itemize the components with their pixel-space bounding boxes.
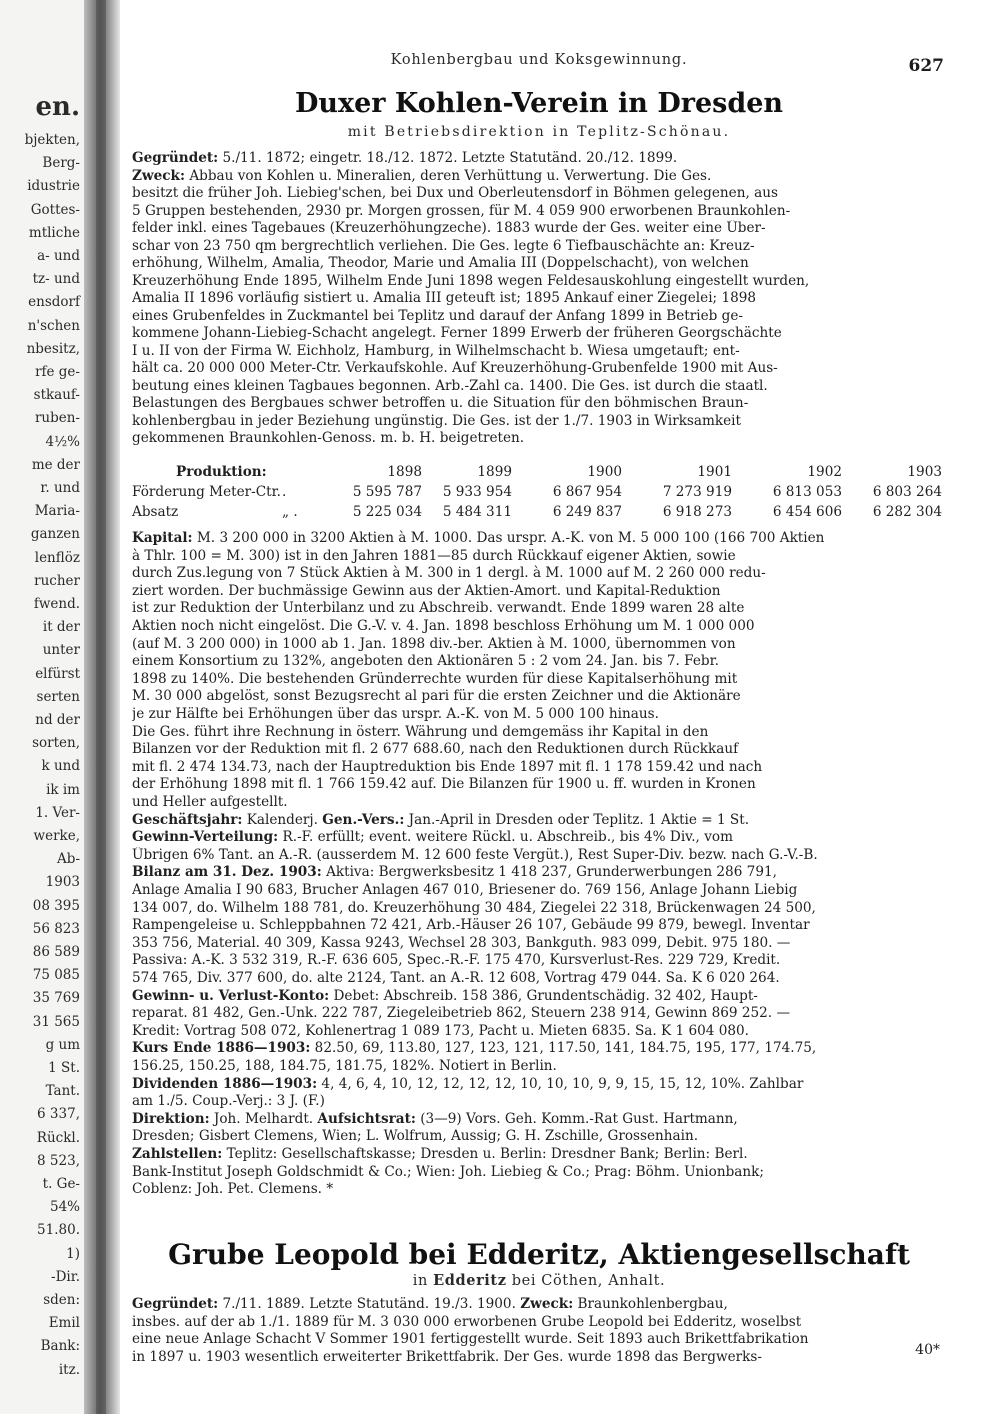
gutter-shadow <box>96 0 106 1414</box>
article1-line: ist zur Reduktion der Unterbilanz und zu Abschreib. verwandt. Ende 1899 waren 28 alte <box>132 600 745 617</box>
production-cell: 5 595 787 <box>352 484 422 500</box>
left-page-fragment: me der <box>31 456 80 473</box>
production-year: 1902 <box>807 464 842 480</box>
article1-line: hält ca. 20 000 000 Meter-Ctr. Verkaufskohle. Auf Kreuzerhöhung-Grubenfelde 1900 mit Aus- <box>132 360 778 376</box>
left-page-fragment: 1903 <box>45 874 80 891</box>
left-page-fragment: fwend. <box>33 596 80 612</box>
article1-line: gekommenen Braunkohlen-Genoss. m. b. H. beigetreten. <box>132 430 525 446</box>
page-number: 627 <box>908 56 944 76</box>
article1-line: 1898 zu 140%. Die bestehenden Gründerrechte wurden für diese Kapitalserhöhung mit <box>132 670 738 687</box>
article1-line: Zahlstellen: Teplitz: Gesellschaftskasse; Dresden u. Berlin: Dresdner Bank; Berlin: Berl. <box>132 1146 748 1162</box>
article1-line: 353 756, Material. 40 309, Kassa 9243, Wechsel 28 303, Bankguth. 983 099, Debit. 975 180. — <box>132 934 791 951</box>
left-page-fragment: bjekten, <box>24 132 80 148</box>
left-page-fragment: 31 565 <box>32 1013 80 1030</box>
article1-line: felder inkl. eines Tagebaues (Kreuzerhöhungzeche). 1883 wurde der Ges. weiter eine Über- <box>132 220 766 236</box>
article1-line: Kurs Ende 1886—1903: 82.50, 69, 113.80, 127, 123, 121, 117.50, 141, 184.75, 195, 177, 174.75, <box>132 1040 817 1057</box>
left-page-fragment: k und <box>41 758 80 775</box>
article1-line: 134 007, do. Wilhelm 188 781, do. Kreuzerhöhung 30 484, Ziegelei 22 318, Brückenwagen 24 500, <box>132 899 816 916</box>
main-page <box>128 0 950 1414</box>
article1-line: 574 765, Div. 377 600, do. alte 2124, Tant. an A.-R. 12 608, Vortrag 479 044. Sa. K 6 020 264. <box>132 970 780 986</box>
left-page-fragment: sden: <box>43 1292 80 1308</box>
left-page-fragment: Bank: <box>40 1338 80 1355</box>
article1-line: Zweck: Abbau von Kohlen u. Mineralien, deren Verhüttung u. Verwertung. Die Ges. <box>132 167 712 184</box>
production-cell: 6 813 053 <box>772 484 842 500</box>
production-label: Produktion: <box>176 464 267 480</box>
article1-line: und Heller aufgestellt. <box>132 794 288 810</box>
article1-line: Rampengeleise u. Schleppbahnen 72 421, Arb.-Häuser 26 107, Gebäude 99 879, bewegl. Inventar <box>132 917 810 934</box>
article1-line: je zur Hälfte bei Erhöhungen über das urspr. A.-K. von M. 5 000 100 hinaus. <box>132 706 659 722</box>
left-page-fragment: ensdorf <box>28 294 80 311</box>
article1-line: (auf M. 3 200 000) in 1000 ab 1. Jan. 1898 div.-ber. Aktien à M. 1000, übernommen von <box>132 635 736 652</box>
article1-line: Gewinn- u. Verlust-Konto: Debet: Abschreib. 158 386, Grundentschädig. 32 402, Haupt- <box>132 987 758 1004</box>
production-year: 1900 <box>587 464 622 480</box>
left-page-fragment: serten <box>36 688 80 705</box>
left-page-fragment: rfe ge- <box>35 364 80 380</box>
article1-line: Gewinn-Verteilung: R.-F. erfüllt; event. weitere Rückl. u. Abschreib., bis 4% Div., vom <box>132 829 733 846</box>
article1-line: Dividenden 1886—1903: 4, 4, 6, 4, 10, 12, 12, 12, 12, 10, 10, 10, 9, 9, 15, 15, 12, 10%. Zahlbar <box>132 1075 804 1092</box>
left-page-fragment: rucher <box>34 572 80 589</box>
left-page-fragment: 35 769 <box>32 990 80 1007</box>
article1-line: Bank-Institut Joseph Goldschmidt & Co.; Wien: Joh. Liebieg & Co.; Prag: Böhm. Unionbank; <box>132 1163 764 1180</box>
article1-line: Geschäftsjahr: Kalenderj. Gen.-Vers.: Jan.-April in Dresden oder Teplitz. 1 Aktie = 1 St. <box>132 811 750 828</box>
left-page-fragment: Rückl. <box>36 1129 80 1146</box>
left-page-fragment: ruben- <box>34 410 80 427</box>
article2-subtitle-place: Edderitz <box>433 1272 507 1289</box>
article1-line: Die Ges. führt ihre Rechnung in österr. Währung und demgemäss ihr Kapital in den <box>132 723 709 740</box>
left-page-fragment: elfürst <box>35 665 80 682</box>
production-year: 1901 <box>697 464 732 480</box>
running-head: Kohlenbergbau und Koksgewinnung. <box>390 52 688 68</box>
article1-line: reparat. 81 482, Gen.-Unk. 222 787, Ziegeleibetrieb 862, Steuern 238 914, Gewinn 869 252. — <box>132 1005 791 1022</box>
left-page-fragment: Tant. <box>45 1083 80 1100</box>
left-page-fragment: en. <box>35 92 80 122</box>
production-cell: 5 484 311 <box>442 504 512 520</box>
production-cell: 7 273 919 <box>662 484 732 500</box>
article1-line: 5 Gruppen bestehenden, 2930 pr. Morgen grossen, für M. 4 059 900 erworbenen Braunkohlen- <box>132 202 791 219</box>
article1-line: kommene Johann-Liebieg-Schacht angelegt. Ferner 1899 Erwerb der früheren Georgschächte <box>132 325 782 341</box>
article1-line: beutung eines kleinen Tagbaues begonnen. Arb.-Zahl ca. 1400. Die Ges. ist durch die staatl. <box>132 377 768 394</box>
left-page-fragment: werke, <box>33 828 80 844</box>
article1-line: Kapital: M. 3 200 000 in 3200 Aktien à M. 1000. Das urspr. A.-K. von M. 5 000 100 (166 700 Aktien <box>132 530 825 546</box>
article1-line: ziert worden. Der buchmässige Gewinn aus der Aktien-Amort. und Kapital-Reduktion <box>132 582 721 599</box>
production-cell: 6 803 264 <box>872 484 942 500</box>
left-page-fragment: Maria- <box>34 503 80 520</box>
article2-line: in 1897 u. 1903 wesentlich erweiterter Brikettfabrik. Der Ges. wurde 1898 das Bergwerks- <box>132 1348 762 1365</box>
article1-line: Kreuzerhöhung Ende 1895, Wilhelm Ende Juni 1898 wegen Feldesauskohlung eingestellt wurden, <box>132 272 810 289</box>
left-page-fragment: 56 823 <box>32 920 80 937</box>
production-cell: 6 867 954 <box>552 484 622 500</box>
production-row-label: Absatz <box>132 504 179 520</box>
production-cell: 6 249 837 <box>552 504 622 520</box>
left-page-fragment: 6 337, <box>37 1106 80 1123</box>
left-page-fragment: it der <box>42 619 80 636</box>
left-page-fragment: 4½% <box>45 433 80 450</box>
left-page-fragment: r. und <box>40 480 80 496</box>
article1-line: Dresden; Gisbert Clemens, Wien; L. Wolfrum, Aussig; G. H. Zschille, Grossenhain. <box>132 1128 699 1145</box>
article1-line: am 1./5. Coup.-Verj.: 3 J. (F.) <box>132 1093 325 1110</box>
left-page-fragment: nbesitz, <box>26 340 80 357</box>
article2-title: Grube Leopold bei Edderitz, Aktiengesellschaft <box>168 1238 910 1271</box>
left-page-fragment: Ab- <box>57 851 80 868</box>
left-page-fragment: 08 395 <box>32 897 80 914</box>
article1-line: Bilanzen vor der Reduktion mit fl. 2 677 688.60, nach den Reduktionen durch Rückkauf <box>132 741 739 758</box>
production-cell: 5 933 954 <box>442 484 512 500</box>
left-page-fragment: 51.80. <box>37 1222 80 1239</box>
left-page-fragment: ganzen <box>30 526 80 543</box>
article1-line: eines Grubenfeldes in Zuckmantel bei Teplitz und darauf der Anfang 1899 in Betrieb ge- <box>132 307 743 324</box>
left-page-fragment: ik im <box>46 781 80 798</box>
left-page-fragment: g um <box>45 1036 80 1053</box>
article1-line: mit fl. 2 474 134.73, nach der Hauptreduktion bis Ende 1897 mit fl. 1 178 159.42 und nach <box>132 758 763 775</box>
left-page-fragment: 1) <box>66 1245 80 1262</box>
production-row-separator: . <box>282 484 287 500</box>
left-adjoining-page <box>0 0 84 1414</box>
article2-line: insbes. auf der ab 1./1. 1889 für M. 3 030 000 erworbenen Grube Leopold bei Edderitz, woselbst <box>132 1313 802 1330</box>
left-page-fragment: lenflöz <box>34 549 80 566</box>
left-page-fragment: n'schen <box>27 317 80 334</box>
article1-line: Übrigen 6% Tant. an A.-R. (ausserdem M. 12 600 feste Vergüt.), Rest Super-Div. bezw. nach G.-V.-B. <box>132 846 818 863</box>
article1-line: Belastungen des Bergbaues schwer betroffen u. die Situation für den böhmischen Braun- <box>132 395 749 411</box>
production-cell: 6 918 273 <box>662 504 732 520</box>
left-page-fragment: idustrie <box>27 178 80 195</box>
article1-line: erhöhung, Wilhelm, Amalia, Theodor, Marie und Amalia III (Doppelschacht), von welchen <box>132 255 749 271</box>
production-year: 1898 <box>387 464 422 480</box>
article1-line: M. 30 000 abgelöst, sonst Bezugsrecht al pari für die ersten Zeichner und die Aktionäre <box>132 688 741 705</box>
article1-line: der Erhöhung 1898 mit fl. 1 766 159.42 auf. Die Bilanzen für 1900 u. ff. wurden in Kronen <box>132 776 756 793</box>
article1-line: Coblenz: Joh. Pet. Clemens. * <box>132 1181 334 1198</box>
production-row-label: Förderung Meter-Ctr. <box>132 484 281 500</box>
left-page-fragment: Emil <box>48 1315 80 1332</box>
signature-mark: 40* <box>915 1342 940 1358</box>
article2-line: eine neue Anlage Schacht V Sommer 1901 fertiggestellt wurde. Seit 1893 auch Brikettfabrikation <box>132 1331 809 1347</box>
left-page-fragment: 54% <box>49 1199 80 1216</box>
left-page-fragment: Berg- <box>42 155 80 172</box>
left-page-fragment: t. Ge- <box>42 1176 80 1192</box>
left-page-fragment: 86 589 <box>32 944 80 960</box>
production-table <box>132 464 940 530</box>
production-cell: 5 225 034 <box>352 504 422 520</box>
article1-title: Duxer Kohlen-Verein in Dresden <box>294 88 784 119</box>
article1-line: Bilanz am 31. Dez. 1903: Aktiva: Bergwerksbesitz 1 418 237, Grunderwerbungen 286 791, <box>132 864 777 881</box>
article2-subtitle <box>128 1272 950 1289</box>
article1-line: Kredit: Vortrag 508 072, Kohlenertrag 1 089 173, Pacht u. Mieten 6835. Sa. K 1 604 080. <box>132 1022 750 1039</box>
article1-line: besitzt die früher Joh. Liebieg'schen, bei Dux und Oberleutensdorf in Böhmen gelegenen, aus <box>132 185 778 201</box>
left-page-fragment: 8 523, <box>37 1152 80 1169</box>
article1-line: einem Konsortium zu 132%, angeboten den Aktionären 5 : 2 vom 24. Jan. bis 7. Febr. <box>132 653 719 670</box>
article2-subtitle-post: bei Cöthen, Anhalt. <box>511 1273 666 1289</box>
article1-line: Direktion: Joh. Melhardt. Aufsichtsrat: (3—9) Vors. Geh. Komm.-Rat Gust. Hartmann, <box>132 1110 738 1127</box>
production-cell: 6 282 304 <box>872 504 942 520</box>
left-page-fragment: Gottes- <box>30 201 80 218</box>
article1-line: schar von 23 750 qm bergrechtlich verliehen. Die Ges. legte 6 Tiefbauschächte an: Kreuz- <box>132 237 755 254</box>
left-page-fragment: nd der <box>35 712 80 728</box>
article2-line: Gegründet: 7./11. 1889. Letzte Statutänd. 19./3. 1900. Zweck: Braunkohlenbergbau, <box>132 1296 728 1312</box>
left-page-fragment: stkauf- <box>33 387 80 404</box>
left-page-fragment: sorten, <box>32 735 80 752</box>
left-page-fragment: -Dir. <box>51 1268 80 1285</box>
article1-line: Anlage Amalia I 90 683, Brucher Anlagen 467 010, Briesener do. 769 156, Anlage Johann Liebig <box>132 882 798 898</box>
production-year: 1903 <box>907 464 942 480</box>
left-page-fragment: unter <box>42 642 80 659</box>
article1-line: durch Zus.legung von 7 Stück Aktien à M. 300 in 1 dergl. à M. 1000 auf M. 2 260 000 redu- <box>132 565 766 582</box>
left-page-fragment: 1. Ver- <box>35 804 80 821</box>
production-row-separator: „ . <box>282 504 298 520</box>
article1-line: Passiva: A.-K. 3 532 319, R.-F. 636 605, Spec.-R.-F. 175 470, Kursverlust-Res. 229 729, Kredit. <box>132 952 781 969</box>
article1-line: Aktien noch nicht eingelöst. Die G.-V. v. 4. Jan. 1898 beschloss Erhöhung um M. 1 000 000 <box>132 618 755 634</box>
left-page-fragment: itz. <box>58 1361 80 1378</box>
article1-line: Amalia II 1896 vorläufig sistiert u. Amalia III geteuft ist; 1895 Ankauf einer Ziegelei; 1898 <box>132 290 757 306</box>
article1-line: I u. II von der Firma W. Eichholz, Hamburg, in Wilhelmschacht b. Wiesa umgetauft; ent- <box>132 342 740 359</box>
article1-line: 156.25, 150.25, 188, 184.75, 181.75, 182%. Notiert in Berlin. <box>132 1058 557 1074</box>
left-page-fragment: mtliche <box>28 224 80 241</box>
article2-subtitle-pre: in <box>412 1273 428 1289</box>
article1-line: à Thlr. 100 = M. 300) ist in den Jahren 1881—85 durch Rückkauf eigener Aktien, sowie <box>132 547 736 564</box>
production-cell: 6 454 606 <box>772 504 842 520</box>
left-page-fragment: tz- und <box>32 271 80 288</box>
article1-line: kohlenbergbau in jeder Beziehung ungünstig. Die Ges. ist der 1./7. 1903 in Wirksamkeit <box>132 412 741 429</box>
production-year: 1899 <box>477 464 512 480</box>
left-page-fragment: 1 St. <box>48 1060 80 1076</box>
article1-subtitle: mit Betriebsdirektion in Teplitz-Schönau. <box>347 124 731 140</box>
left-page-fragment: 75 085 <box>32 967 80 984</box>
article1-line: Gegründet: 5./11. 1872; eingetr. 18./12. 1872. Letzte Statutänd. 20./12. 1899. <box>132 150 678 166</box>
left-page-fragment: a- und <box>37 248 80 264</box>
